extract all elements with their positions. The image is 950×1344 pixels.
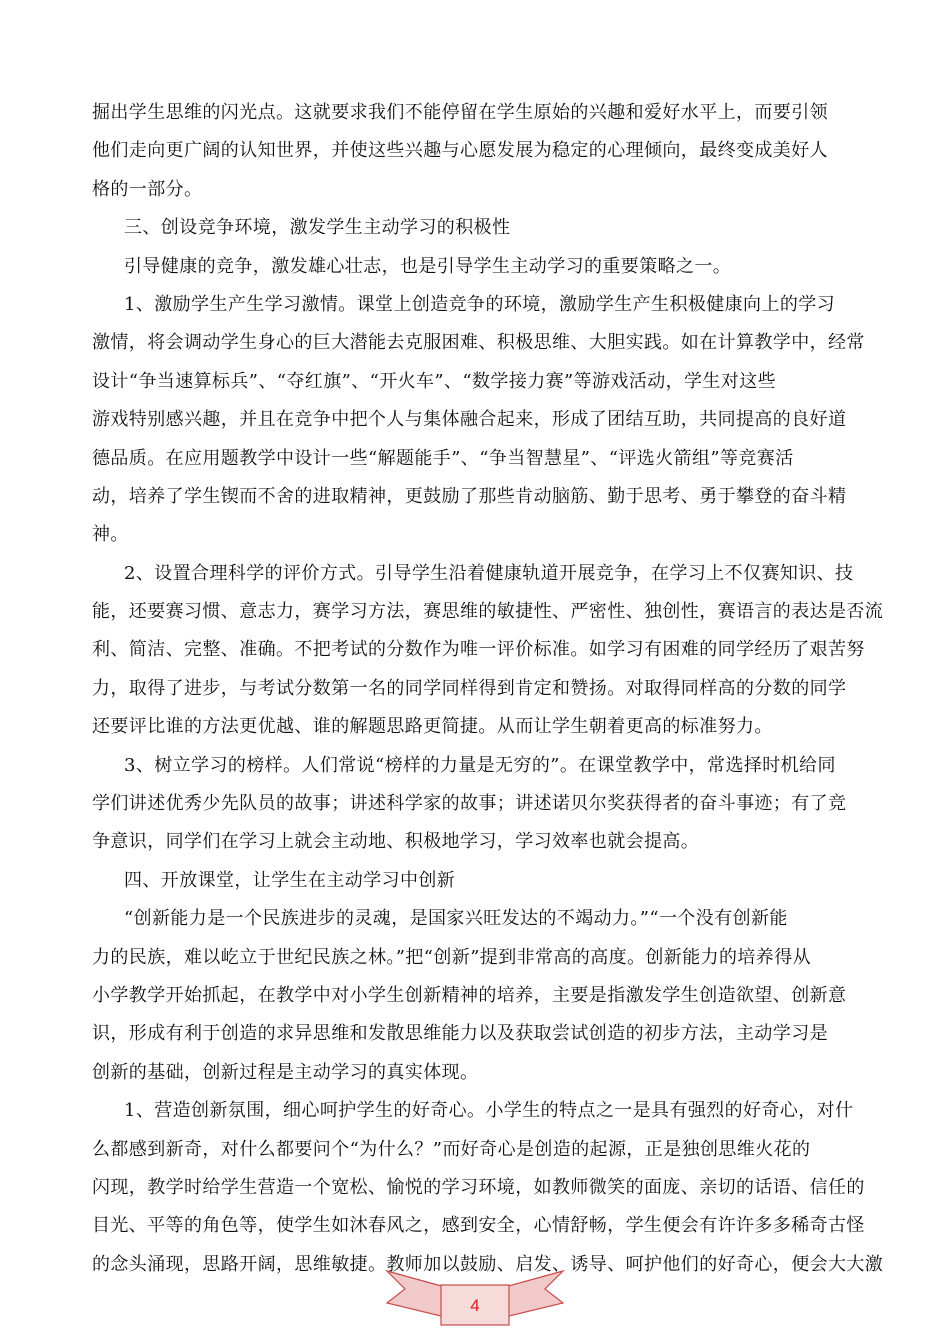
section-heading: 四、开放课堂，让学生在主动学习中创新 bbox=[124, 869, 456, 891]
text-line: 争意识，同学们在学习上就会主动地、积极地学习，学习效率也就会提高。 bbox=[92, 831, 700, 853]
text-line: 动，培养了学生锲而不舍的进取精神，更鼓励了那些肯动脑筋、勤于思考、勇于攀登的奋斗精 bbox=[92, 485, 847, 507]
text-line: 闪现，教学时给学生营造一个宽松、愉悦的学习环境，如教师微笑的面庞、亲切的话语、信任的 bbox=[92, 1176, 865, 1198]
text-line: 力，取得了进步，与考试分数第一名的同学同样得到肯定和赞扬。对取得同样高的分数的同学 bbox=[92, 677, 847, 699]
page-number: 4 bbox=[470, 1296, 480, 1315]
text-line: 能，还要赛习惯、意志力，赛学习方法，赛思维的敏捷性、严密性、独创性，赛语言的表达是否流 bbox=[92, 601, 884, 623]
text-line: 他们走向更广阔的认知世界，并使这些兴趣与心愿发展为稳定的心理倾向，最终变成美好人 bbox=[92, 140, 828, 162]
text-line: 识，形成有利于创造的求异思维和发散思维能力以及获取尝试创造的初步方法，主动学习是 bbox=[92, 1023, 828, 1045]
text-line: 还要评比谁的方法更优越、谁的解题思路更简捷。从而让学生朝着更高的标准努力。 bbox=[92, 716, 773, 738]
paragraph-start: 1、营造创新氛围，细心呵护学生的好奇心。小学生的特点之一是具有强烈的好奇心，对什 bbox=[124, 1100, 854, 1122]
text-line: 么都感到新奇，对什么都要问个“为什么？”而好奇心是创造的起源，正是独创思维火花的 bbox=[92, 1138, 811, 1160]
paragraph-start: 引导健康的竞争，激发雄心壮志，也是引导学生主动学习的重要策略之一。 bbox=[124, 255, 732, 277]
text-line: 创新的基础，创新过程是主动学习的真实体现。 bbox=[92, 1061, 479, 1083]
text-line: 力的民族，难以屹立于世纪民族之林。”把“创新”提到非常高的高度。创新能力的培养得从 bbox=[92, 946, 812, 968]
paragraph-start: 1、激励学生产生学习激情。课堂上创造竞争的环境，激励学生产生积极健康向上的学习 bbox=[124, 293, 836, 315]
document-body bbox=[92, 94, 884, 1284]
page-footer bbox=[383, 1265, 567, 1329]
text-line: 学们讲述优秀少先队员的故事；讲述科学家的故事；讲述诺贝尔奖获得者的奋斗事迹；有了竞 bbox=[92, 793, 847, 815]
section-heading: 三、创设竞争环境，激发学生主动学习的积极性 bbox=[124, 217, 511, 239]
text-line: 设计“争当速算标兵”、“夺红旗”、“开火车”、“数学接力赛”等游戏活动，学生对这些 bbox=[92, 370, 777, 392]
paragraph-start: 3、树立学习的榜样。人们常说“榜样的力量是无穷的”。在课堂教学中，常选择时机给同 bbox=[124, 754, 836, 776]
text-line: 目光、平等的角色等，使学生如沐春风之，感到安全，心情舒畅，学生便会有许许多多稀奇古怪 bbox=[92, 1215, 865, 1237]
text-line: 德品质。在应用题教学中设计一些“解题能手”、“争当智慧星”、“评选火箭组”等竞赛活 bbox=[92, 447, 794, 469]
text-line: 的念头涌现，思路开阔，思维敏捷。教师加以鼓励、启发、诱导、呵护他们的好奇心，便会大大激 bbox=[92, 1253, 884, 1275]
text-line: 游戏特别感兴趣，并且在竞争中把个人与集体融合起来，形成了团结互助，共同提高的良好道 bbox=[92, 409, 847, 431]
text-line: 掘出学生思维的闪光点。这就要求我们不能停留在学生原始的兴趣和爱好水平上，而要引领 bbox=[92, 102, 828, 123]
text-line: 格的一部分。 bbox=[92, 178, 203, 200]
text-line: 利、简洁、完整、准确。不把考试的分数作为唯一评价标准。如学习有困难的同学经历了艰苦努 bbox=[92, 639, 865, 661]
text-line: 激情，将会调动学生身心的巨大潜能去克服困难、积极思维、大胆实践。如在计算教学中，经常 bbox=[92, 332, 865, 354]
paragraph-start: “创新能力是一个民族进步的灵魂，是国家兴旺发达的不竭动力。”“一个没有创新能 bbox=[124, 908, 788, 930]
text-line: 小学教学开始抓起，在教学中对小学生创新精神的培养，主要是指激发学生创造欲望、创新意 bbox=[92, 984, 847, 1006]
text-line: 神。 bbox=[92, 524, 129, 546]
paragraph-start: 2、设置合理科学的评价方式。引导学生沿着健康轨道开展竞争，在学习上不仅赛知识、技 bbox=[124, 562, 854, 584]
